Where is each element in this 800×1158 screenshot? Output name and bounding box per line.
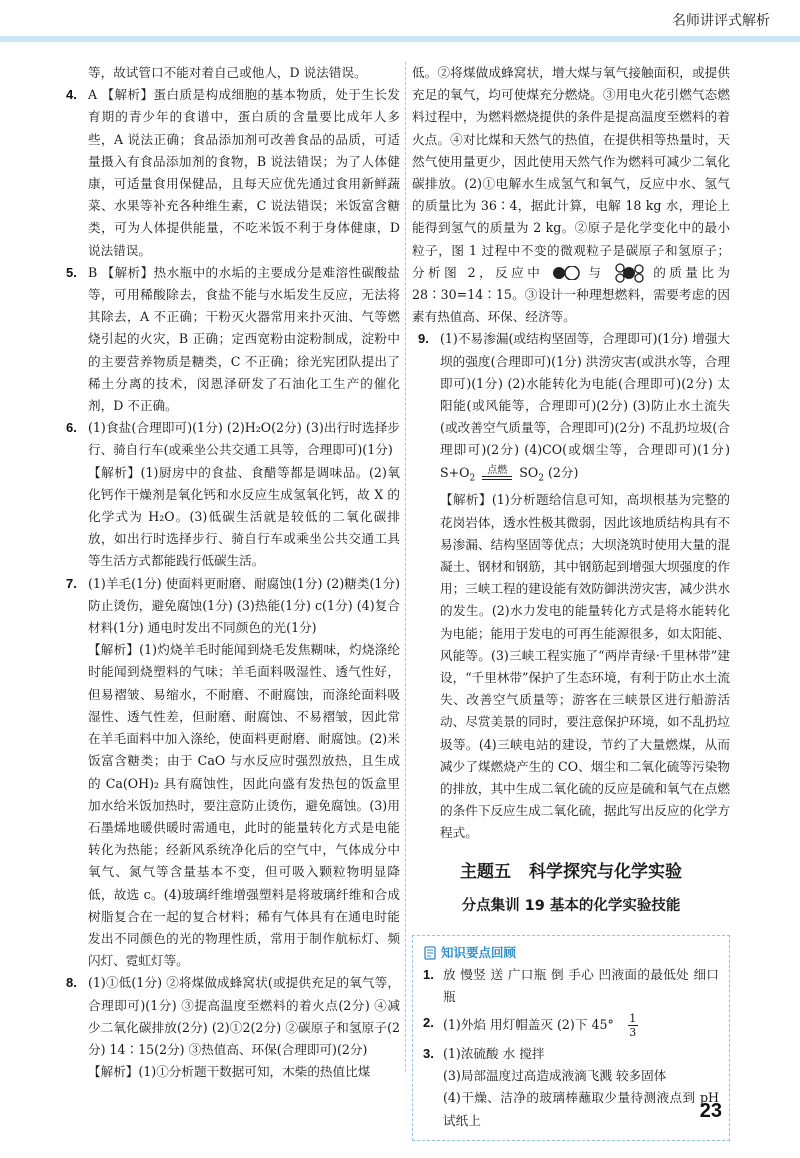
intro-text: 等，故试管口不能对着自己或他人，D 说法错误。 (88, 65, 367, 80)
co-molecule-icon (551, 266, 581, 280)
analysis-text: 【解析】(1)厨房中的食盐、食醋等都是调味品。(2)氧化钙作干燥剂是氧化钙和水反应生成氢氧化钙，故 X 的化学式为 H₂O。(3)低碳生活就是较低的二氧化碳排放，如出行时选择步行、骑自行车或乘坐公共交通工具等生活方式都能践行低碳生活。 (88, 464, 400, 569)
answer-text: (1)羊毛(1分) 使面料更耐磨、耐腐蚀(1分) (2)糖类(1分) 防止烫伤，避免腐蚀(1分) (3)热能(1分) c(1分) (4)复合材料(1分) 通电时发出不同颜色的光(1分) (88, 575, 400, 636)
equation-equals-line (482, 476, 512, 480)
question-6 (60, 417, 400, 572)
item-number: 1. (423, 966, 434, 982)
answer-text (440, 328, 730, 489)
right-column (412, 62, 730, 1141)
equation-right: SO (519, 464, 539, 480)
question-number: 7. (66, 575, 77, 591)
item-line-3: (4)干燥、洁净的玻璃棒蘸取少量待测液点到 pH 试纸上 (443, 1090, 719, 1128)
continued-text-a: 低。②将煤做成蜂窝状，增大煤与氧气接触面积，或提供充足的氧气，均可使煤充分燃烧。③用电火花引燃气态燃料过程中，为燃料燃烧提供的条件是提高温度至燃料的着火点。④对比煤和天然气的热值，在提供相等热量时，天然气使用量更少，因此使用天然气作为燃料可减少二氧化碳排放。(2)①电解水生成氢气和氧气，反应中水、氢气的质量比为 36∶4，据此计算，电解 18 kg 水，理论上能得到氢气的质量为 2 kg。②原子是化学变化中的最小粒子，图 1 过程中不变的微观粒子是碳原子和氢原子；分析图 2，反应中 (412, 65, 730, 280)
notebook-icon (423, 946, 437, 960)
subtopic-title: 分点集训 19 基本的化学实验技能 (461, 897, 681, 914)
item-text: 放 慢竖 送 广口瓶 倒 手心 凹液面的最低处 细口瓶 (443, 966, 719, 1004)
question-number: 5. (66, 264, 77, 280)
item-line-2: (3)局部温度过高造成液滴飞溅 较多固体 (443, 1068, 667, 1084)
analysis-text: 【解析】(1)分析题给信息可知，高坝根基为完整的花岗岩体，透水性极其微弱，因此该地质结构具有不易渗漏、结构坚固等优点；大坝浇筑时使用大量的混凝土、钢材和钢筋，其中钢筋起到增强大坝强度的作用；三峡工程的建设能有效防御洪涝灾害，减少洪水的发生。(2)水力发电的能量转化方式是将水能转化为电能；能用于发电的可再生能源很多，如太阳能、风能等。(3)三峡工程实施了“两岸青绿·千里林带”建设，“千里林带”保护了生态环境，有利于防止水土流失、改善空气质量等；游客在三峡景区进行船游活动、尽赏美景的同时，要注意保护环境，如不乱扔垃圾等。(4)三峡电站的建设，节约了大量燃煤，从而减少了煤燃烧产生的 CO、烟尘和二氧化硫等污染物的排放，其中生成二氧化硫的反应是硫和氧气在点燃的条件下反应生成二氧化硫，据此写出反应的化学方程式。 (440, 492, 730, 841)
fraction-numerator: 1 (629, 1012, 637, 1026)
question-text: A 【解析】蛋白质是构成细胞的基本物质，处于生长发育期的青少年的食谱中，蛋白质的含量要比成年人多些，A 说法正确；食品添加剂可改善食品的品质，可适量摄入有食品添加剂的食物，B 说法错误；为了人体健康，可适量食用保健品，且每天应优先通过食用新鲜蔬菜、水果等补充各种维生素，C 说法错误；米饭富含糖类，可为人体提供能量，不吃米饭不利于身体健康，D 说法错误。 (88, 87, 400, 258)
fraction-denominator: 3 (629, 1026, 637, 1040)
header-bar (0, 36, 800, 42)
item-number: 3. (423, 1046, 434, 1062)
knowledge-title-text: 知识要点回顾 (441, 944, 517, 960)
left-column (60, 62, 400, 1083)
topic-name: 科学探究与化学实验 (529, 861, 682, 882)
equation-score: (2分) (547, 464, 579, 480)
knowledge-item-1 (423, 964, 719, 1008)
knowledge-item-3 (423, 1043, 719, 1132)
question-number: 9. (418, 331, 429, 347)
analysis-text: 【解析】(1)灼烧羊毛时能闻到烧毛发焦糊味，灼烧涤纶时能闻到烧塑料的气味；羊毛面料吸湿性、透气性好，但易褶皱、易缩水，不耐磨、不耐腐蚀，而涤纶面料吸湿性、透气性差，但耐磨、耐腐蚀、不易褶皱，因此常在羊毛面料中加入涤纶，使面料更耐磨、耐腐蚀。(2)米饭富含糖类；由于 CaO 与水反应时强烈放热，且生成的 Ca(OH)₂ 具有腐蚀性，因此向盛有发热包的饭盒里加水给米饭加热时，要注意防止烫伤，避免腐蚀。(3)用石墨烯地暖供暖时需通电，此时的能量转化方式是电能转化为热能；经新风系统净化后的空气中，气体成分中氧气、氮气等含量基本不变，但可吸入颗粒物明显降低，故选 c。(4)玻璃纤维增强塑料是将玻璃纤维和合成树脂复合在一起的复合材料；稀有气体具有在通电时能发出不同颜色的光的物理性质，常用于制作航标灯、频闪灯、霓虹灯等。 (88, 642, 400, 969)
item-number: 2. (423, 1015, 434, 1031)
knowledge-item-2 (423, 1012, 719, 1039)
item-text (443, 1012, 719, 1039)
continued-text (412, 62, 730, 328)
knowledge-title (423, 942, 719, 964)
subscript: 2 (538, 473, 544, 484)
header-label: 名师讲评式解析 (672, 13, 770, 29)
answer-text: (1)食盐(合理即可)(1分) (2)H₂O(2分) (3)出行时选择步行、骑自行车(或乘坐公共交通工具等，合理即可)(1分) (88, 420, 400, 458)
answer-text: (1)①低(1分) ②将煤做成蜂窝状(或提供充足的氧气等，合理即可)(1分) ③提高温度至燃料的着火点(2分) ④减少二氧化碳排放(2分) (2)①2(2分) ②碳原子和氢原子(2分) 14∶15(2分) ③热值高、环保(合理即可)(2分) (88, 975, 400, 1057)
item-text-body: (1)外焰 用灯帽盖灭 (2)下 45° (443, 1017, 614, 1033)
question-4 (60, 84, 400, 262)
equation-arrow (482, 466, 512, 480)
question-number: 8. (66, 975, 77, 991)
answer-body: (1)不易渗漏(或结构坚固等，合理即可)(1分) 增强大坝的强度(合理即可)(1分) 洪涝灾害(或洪水等，合理即可)(1分) (2)水能转化为电能(合理即可)(2分) 太阳能(或风能等，合理即可)(2分) (3)防止水土流失(或改善空气质量等，合理即可)(2分) 不乱扔垃圾(合理即可)(2分) (4)CO(或烟尘等，合理即可)(1分) (440, 331, 730, 458)
topic-number: 主题五 (460, 861, 511, 882)
equation-left: S+O (440, 464, 470, 480)
question-9 (412, 328, 730, 844)
topic-title (412, 857, 730, 887)
question-text: B 【解析】热水瓶中的水垢的主要成分是难溶性碳酸盐等，可用稀酸除去，食盐不能与水垢发生反应，无法将其除去，A 不正确；干粉灭火器常用来扑灭油、气等燃烧引起的火灾，B 正确；定西宽粉由淀粉制成，淀粉中的主要营养物质是糖类，C 不正确；徐光宪团队提出了稀土分离的技术，闵恩泽研发了石油化工生产的催化剂，D 不正确。 (88, 264, 400, 414)
knowledge-box (412, 935, 730, 1141)
continued-text-c: 的质量比为 28∶30=14∶15。③设计一种理想燃料，需要考虑的因素有热值高、环保、经济等。 (412, 264, 730, 325)
question-8 (60, 972, 400, 1083)
question-5 (60, 262, 400, 417)
continued-text-b: 与 (588, 264, 605, 280)
question-number: 4. (66, 87, 77, 103)
fraction (628, 1012, 638, 1039)
subscript: 2 (469, 473, 476, 484)
chemical-equation (440, 464, 579, 484)
question-number: 6. (66, 420, 77, 436)
analysis-text: 【解析】(1)①分析题干数据可知，木柴的热值比煤 (88, 1064, 371, 1080)
equation-condition: 点燃 (487, 465, 508, 477)
question-7 (60, 573, 400, 973)
item-line-1: (1)浓硫酸 水 搅拌 (443, 1046, 545, 1062)
page-number: 23 (699, 1100, 722, 1122)
column-divider (405, 62, 406, 1072)
methanol-molecule-icon (612, 263, 646, 283)
